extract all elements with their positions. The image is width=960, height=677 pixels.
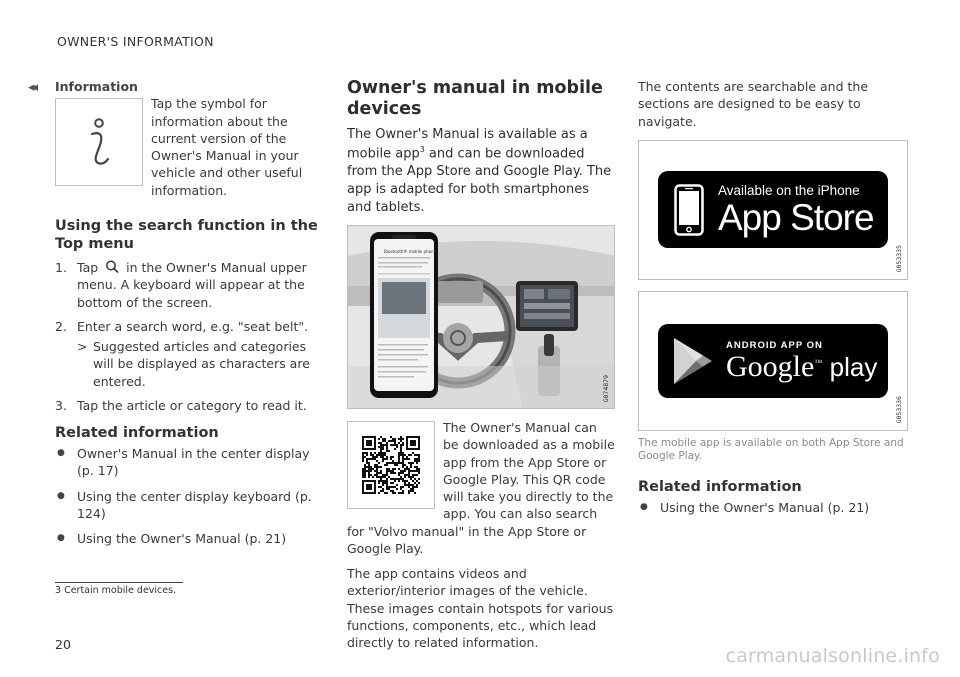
watermark: carmanualsonline.info [725,645,940,667]
page-header-title: OWNER'S INFORMATION [57,34,214,49]
info-symbol-box [55,98,143,186]
googleplay-badge-big-text: Google™ play [726,350,878,384]
interior-illustration [348,226,615,409]
related-info-list [638,499,908,516]
figure-code: G053335 [895,245,904,273]
figure-code: G053336 [895,396,904,424]
vehicle-interior-photo [347,225,615,409]
app-content-paragraph: The app contains videos and exterior/interior images of the vehicle. These images contain hotspots for various functions, components, etc., which lead directly to related information. [347,566,614,651]
intro-paragraph: The Owner's Manual is available as a mobile app$^3$ and can be downloaded from the App Store and Google Play. The app is adapted for both smartphones and tablets. [347,127,612,216]
qr-description: The Owner's Manual can be downloaded as a mobile app from the App Store or Google Play. This QR code will take you directly to the app. You can also search for "Volvo manual" in the App Store or Google Play. [347,420,615,556]
googleplay-badge-small-text: ANDROID APP ON [726,340,823,352]
appstore-badge-big-text: App Store [718,196,874,238]
info-icon [79,114,119,170]
intro-paragraph: The contents are searchable and the sections are designed to be easy to navigate. [638,79,869,129]
footnote-ref: 3 [419,144,425,154]
related-info-heading: Related information [55,425,219,441]
google-play-triangle-icon [672,336,714,386]
related-link[interactable]: ● Using the Owner's Manual (p. 21) [55,530,323,547]
related-info-list [55,445,323,547]
column-right [638,78,908,524]
column-middle [347,78,615,651]
search-steps [55,259,323,414]
step-item: 1. Tap in the Owner's Manual upper menu. A keyboard will appear at the bottom of the screen. [55,260,307,310]
appstore-badge-small-text: Available on the iPhone [718,182,860,198]
iphone-icon [674,184,704,236]
footnote: 3 Certain mobile devices. [55,585,177,596]
appstore-badge[interactable] [658,171,888,248]
search-heading: Using the search function in the Top menu [55,217,318,252]
appstore-badge-box[interactable] [638,140,908,280]
related-link[interactable]: ● Owner's Manual in the center display (p. 17) [55,445,323,480]
search-icon [102,260,122,273]
step-item: 2. Enter a search word, e.g. "seat belt". > Suggested articles and categories will be displayed as characters are entered. [55,318,323,390]
figure-code: G074879 [602,374,611,403]
googleplay-badge[interactable] [658,324,888,398]
footnote-mark: 3 [55,585,62,596]
related-link[interactable]: ● Using the Owner's Manual (p. 21) [638,499,908,516]
qr-section [347,409,615,557]
column-left [55,78,323,555]
qr-code-box[interactable] [347,421,435,509]
section-heading: Owner's manual in mobile devices [347,78,603,119]
step-result: > Suggested articles and categories will be displayed as characters are entered. [77,339,310,389]
section-label: Information [55,79,138,94]
figure-caption: The mobile app is available on both App Store and Google Play. [638,436,904,463]
step-item: 3. Tap the article or category to read it. [55,397,307,413]
info-description: Tap the symbol for information about the current version of the Owner's Manual in your vehicle and other useful information. [151,96,303,198]
related-link[interactable]: ● Using the center display keyboard (p. 124) [55,488,323,523]
continued-marker: ◂◂ [28,80,36,95]
footnote-divider [55,582,183,583]
phone-screen-title: Bluetooth® mobile phone [384,249,437,255]
googleplay-badge-box[interactable] [638,291,908,431]
related-info-heading: Related information [638,479,802,496]
page-number: 20 [55,637,71,652]
qr-code-icon [362,436,420,494]
